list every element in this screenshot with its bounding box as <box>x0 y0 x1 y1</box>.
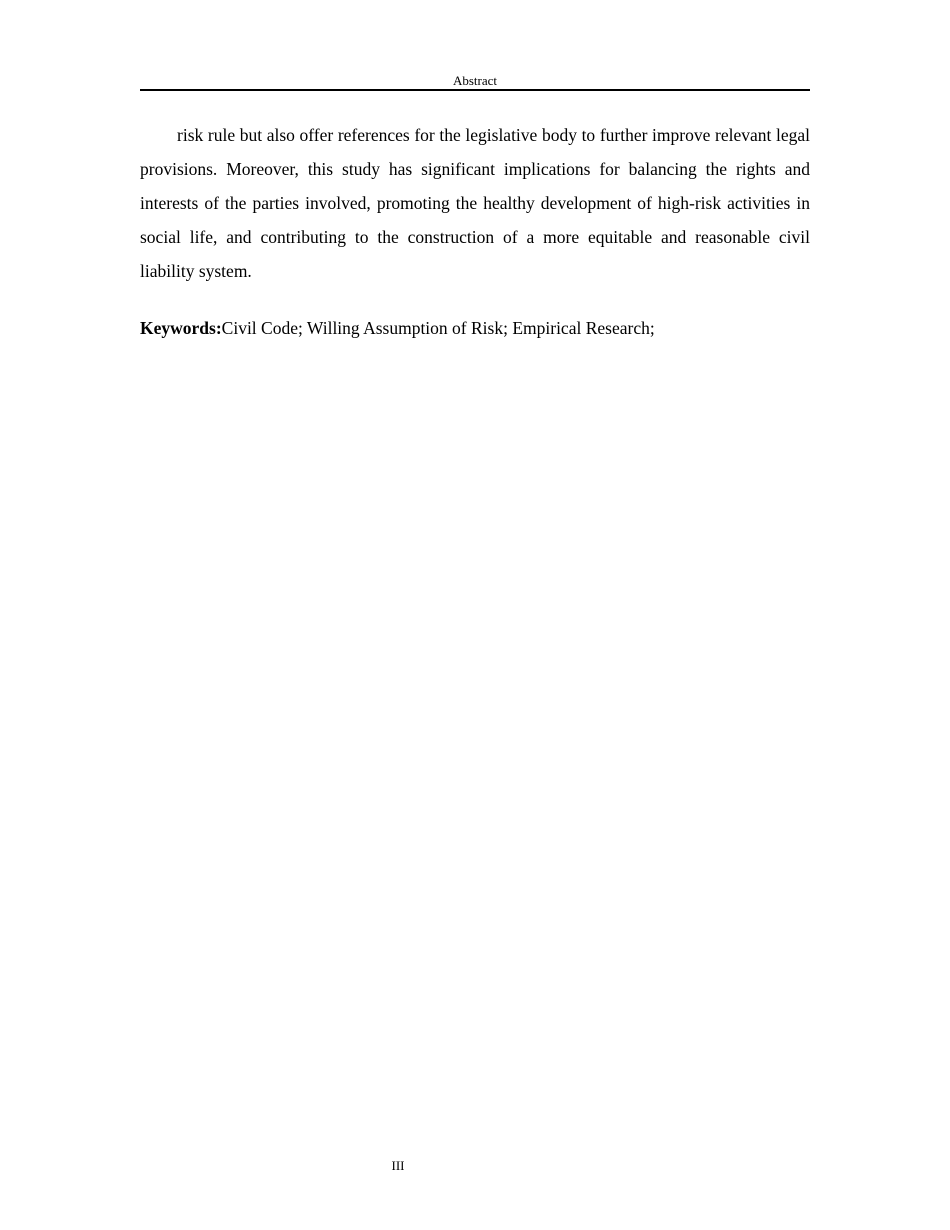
abstract-paragraph: risk rule but also offer references for the legislative body to further improve relevant legal provisions. Moreover, this study has significant implications for balancing the rights and interests of the parties involved, promoting the healthy development of high-risk activities in social life, and contributing to the construction of a more equitable and reasonable civil liability system. <box>140 125 810 281</box>
running-header: Abstract <box>452 73 498 88</box>
page-number: III <box>391 1158 405 1173</box>
keywords-text: Civil Code; Willing Assumption of Risk; Empirical Research; <box>221 318 655 338</box>
keywords-label: Keywords: <box>140 318 222 338</box>
header-rule <box>140 89 810 91</box>
keywords-line <box>140 311 810 345</box>
